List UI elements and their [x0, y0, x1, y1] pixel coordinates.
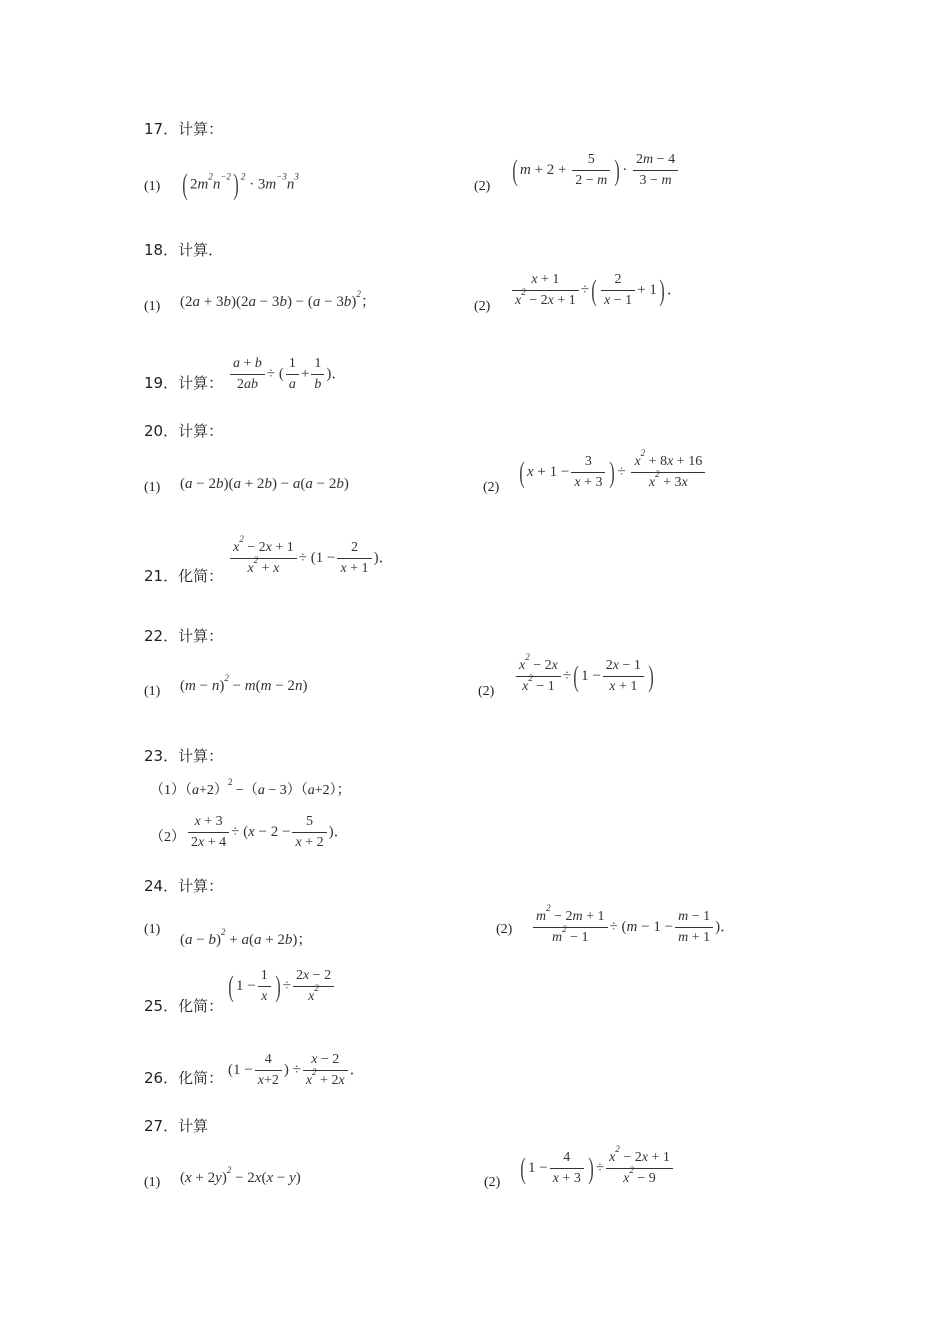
problem-20-header: 20．计算： — [144, 422, 224, 440]
problem-22-header: 22．计算： — [144, 627, 224, 645]
problem-23-header: 23．计算： — [144, 747, 224, 765]
problem-27-part1-expression: $(x + 2y)^2 - 2x(x - y)$ — [180, 1165, 301, 1186]
problem-17-header: 17．计算： — [144, 120, 224, 138]
problem-23-part1: $(1)(a+2)^2 -(a - 3)(a+2)$； — [150, 777, 351, 798]
problem-22-part1-expression: $(m - n)^2 - m(m - 2n)$ — [180, 673, 308, 694]
problem-25-expression: ( 1 − $\frac{1}{x}$ ) ÷ $\frac{2x - 2}{x^2}$ — [226, 966, 336, 1007]
problem-18-part2-expression: $\frac{x + 1}{x^2 - 2x + 1}$ ÷( $\frac{2}{x - 1}$ + 1) ． — [510, 270, 682, 311]
problem-19-header: 19．计算： — [144, 374, 224, 392]
problem-18-part1-expression: $(2a + 3b)(2a - 3b) - (a - 3b)^2$； — [180, 289, 376, 310]
problem-22-part2-label: (2) — [478, 684, 495, 699]
problem-19-expression: $\frac{a + b}{2ab}$ ÷ ( $\frac{1}{a}$ + $\frac{1}{b}$ )． — [228, 354, 346, 395]
problem-24-part1-expression: $(a - b)^2 + a(a + 2b)$； — [180, 927, 313, 948]
problem-24-part1-label: (1) — [144, 922, 161, 937]
problem-25-header: 25．化简： — [144, 997, 224, 1015]
problem-26-header: 26．化简： — [144, 1069, 224, 1087]
problem-17-part1-label: (1) — [144, 179, 161, 194]
problem-27-header: 27．计算 — [144, 1117, 209, 1135]
problem-27-part1-label: (1) — [144, 1175, 161, 1190]
problem-20-part2-expression: ( x + 1 − $\frac{3}{x + 3}$ ) ÷ $\frac{x^2 + 8x + 16}{x^2 + 3x}$ — [517, 452, 707, 493]
problem-17-part2-expression: ( m + 2 + $\frac{5}{2 - m}$ ) · $\frac{2m - 4}{3 - m}$ — [510, 150, 680, 191]
problem-20-part1-label: (1) — [144, 480, 161, 495]
problem-21-header: 21．化简： — [144, 567, 224, 585]
problem-24-header: 24．计算： — [144, 877, 224, 895]
problem-17-part2-label: (2) — [474, 179, 491, 194]
problem-24-part2-expression: $\frac{m^2 - 2m + 1}{m^2 - 1}$ ÷ (m − 1 − $\frac{m - 1}{m + 1}$ )． — [531, 907, 735, 948]
problem-22-part2-expression: $\frac{x^2 - 2x}{x^2 - 1}$ ÷( 1 − $\frac{2x - 1}{x + 1}$ ) — [514, 656, 656, 697]
problem-20-part2-label: (2) — [483, 480, 500, 495]
problem-27-part2-expression: ( 1 − $\frac{4}{x + 3}$ ) ÷ $\frac{x^2 - 2x + 1}{x^2 - 9}$ — [518, 1148, 675, 1189]
problem-18-part2-label: (2) — [474, 299, 491, 314]
problem-22-part1-label: (1) — [144, 684, 161, 699]
problem-23-part2-expression: $\frac{x + 3}{2x + 4}$ ÷ (x − 2 − $\frac{5}{x + 2}$ )． — [186, 812, 349, 853]
problem-17-part1-expression: ( $2m^2n^{-2}$) $^2 \cdot 3m^{-3}n^3$ — [182, 168, 299, 201]
problem-23-part1-label: （1） — [150, 783, 185, 798]
problem-20-part1-expression: (a − 2b)(a + 2b) − a(a − 2b) — [180, 476, 349, 492]
problem-18-header: 18．计算． — [144, 241, 224, 259]
problem-23-part2-label: （2） — [150, 830, 185, 845]
problem-26-expression: (1 − $\frac{4}{x+2}$ ) ÷ $\frac{x - 2}{x^2 + 2x}$ ． — [228, 1052, 365, 1088]
problem-21-expression: $\frac{x^2 - 2x + 1}{x^2 + x}$ ÷ (1 − $\frac{2}{x + 1}$ )． — [228, 538, 394, 579]
problem-18-part1-label: (1) — [144, 299, 161, 314]
problem-24-part2-label: (2) — [496, 922, 513, 937]
problem-27-part2-label: (2) — [484, 1175, 501, 1190]
